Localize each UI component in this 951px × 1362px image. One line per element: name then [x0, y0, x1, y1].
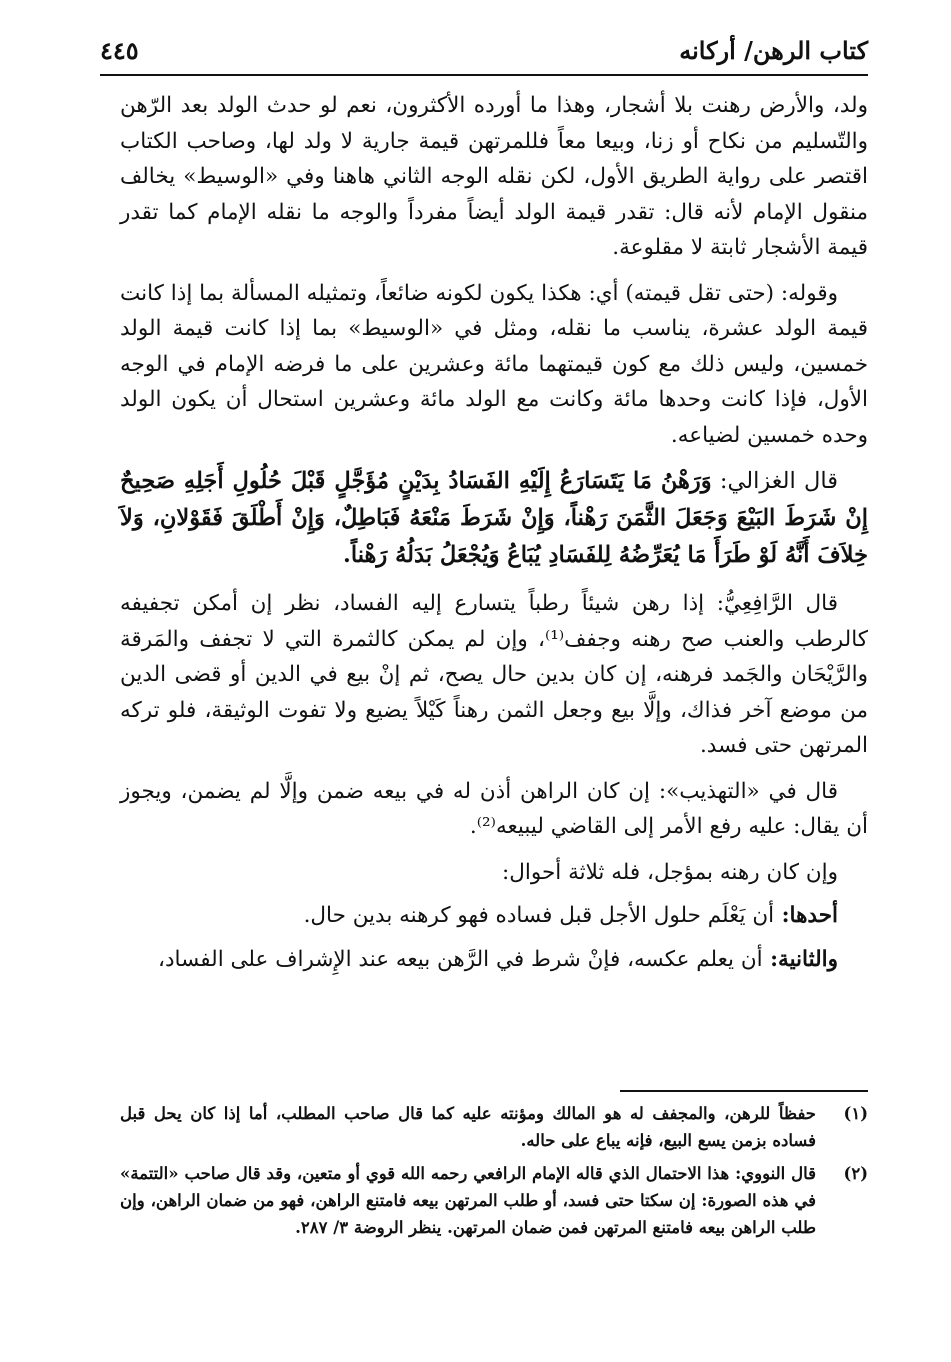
case-one [120, 898, 868, 934]
footnote-2-mark: (٢) [843, 1164, 868, 1183]
case-two-label: والثانية: [762, 946, 838, 972]
case-one-label: أحدها: [774, 903, 838, 928]
header-rule [100, 74, 868, 76]
paragraph-1: ولد، والأرض رهنت بلا أشجار، وهذا ما أورده الأكثرون، نعم لو حدث الولد بعد الرّهن والتّسليم من نكاح أو زنا، وبيعا معاً فللمرتهن قيمة جارية لا ولد لها، وصاحب الكتاب اقتصر على رواية الطريق الأول، لكن نقله الوجه الثاني هاهنا وفي «الوسيط» يخالف منقول الإمام لأنه قال: تقدر قيمة الولد أيضاً مفرداً والوجه ما نقله الإمام كما تقدر قيمة الأشجار ثابتة لا مقلوعة. [120, 93, 868, 260]
footnote-2-text: قال النووي: هذا الاحتمال الذي قاله الإمام الرافعي رحمه الله قوي أو متعين، وقد قال صاحب «التتمة» في هذه الصورة: إن سكتا حتى فسد، أو طلب المرتهن بيعه فامتنع الراهن، فهو من ضمان الراهن، وإن طلب الراهن بيعه فامتنع المرتهن فمن ضمان المرتهن. ينظر الروضة ٣/ ٢٨٧. [120, 1164, 816, 1237]
case-two-text: أن يعلم عكسه، فإنْ شرط في الرَّهن بيعه عند الإِشراف على الفساد، [158, 946, 763, 972]
case-one-text: أن يَعْلَم حلول الأجل قبل فساده فهو كرهنه بدين حال. [303, 903, 775, 928]
footnote-1 [120, 1100, 868, 1154]
running-title: كتاب الرهن/ أركانه [679, 35, 868, 65]
footnote-2 [120, 1160, 868, 1241]
paragraph-6: وإن كان رهنه بمؤجل، فله ثلاثة أحوال: [502, 859, 838, 885]
footnote-1-mark: (١) [843, 1104, 868, 1123]
paragraph-2: وقوله: (حتى تقل قيمته) أي: هكذا يكون لكونه ضائعاً، وتمثيله المسألة بما إذا كانت قيمة الولد عشرة، يناسب ما نقله، ومثل في «الوسيط» بما إذا كانت قيمة الولد خمسين، وليس ذلك مع كون قيمتهما مائة وعشرين على ما فرضه الإمام في الوجه الأول، فإذا كانت وحدها مائة وكانت مع الولد مائة وعشرين استحال أن يكون الولد وحده خمسين لضياعه. [120, 280, 868, 448]
case-two [120, 942, 868, 978]
page-number: ٤٤٥ [100, 35, 139, 65]
main-text [120, 88, 868, 985]
footnotes [120, 1100, 868, 1247]
paragraph-4: قال الرَّافِعِيُّ: إذا رهن شيئاً رطباً يتسارع إليه الفساد، نظر إن أمكن تجفيفه كالرطب والعنب صح رهنه وجفف⁽¹⁾، وإن لم يمكن كالثمرة التي لا تجفف والمَرقة والرَّيْحَان والجَمد فرهنه، إن كان بدين حال يصح، ثم إنْ بيع في الدين أو قضى الدين من موضع آخر فذاك، وإلَّا بيع وجعل الثمن رهناً كَيْلاً يضيع ولا تفوت الوثيقة، فلو تركه المرتهن حتى فسد. [120, 591, 869, 758]
ghazali-quote-lead: قال الغزالي: [711, 468, 838, 494]
paragraph-5: قال في «التهذيب»: إن كان الراهن أذن له في بيعه ضمن وإلَّا لم يضمن، ويجوز أن يقال: عليه رفع الأمر إلى القاضي ليبيعه⁽²⁾. [120, 778, 868, 839]
ghazali-quote [120, 463, 868, 574]
footnote-1-text: حفظاً للرهن، والمجفف له هو المالك ومؤنته عليه كما قال صاحب المطلب، أما إذا كان يحل قبل فساده بزمن يسع البيع، فإنه يباع على حاله. [120, 1104, 816, 1150]
footnote-rule [620, 1090, 868, 1092]
ghazali-quote-text: وَرَهْنُ مَا يَتَسَارَعُ إِلَيْهِ الفَسَادُ بِدَيْنٍ مُؤَجَّلٍ قَبْلَ حُلُولِ أَجَلِهِ صَحِيحٌ إِنْ شَرَطَ البَيْعَ وَجَعَلَ الثَّمَنَ رَهْناً، وَإِنْ شَرَطَ مَنْعَهُ فَبَاطِلٌ، وَإِنْ أَطْلَقَ فَقَوْلانِ، وَلاَ خِلاَفَ أَنَّهُ لَوْ طَرَأَ مَا يُعَرِّضُهُ لِلفَسَادِ يُبَاعُ وَيُجْعَلُ بَدَلُهُ رَهْناً. [120, 468, 868, 568]
page-header [100, 30, 868, 70]
